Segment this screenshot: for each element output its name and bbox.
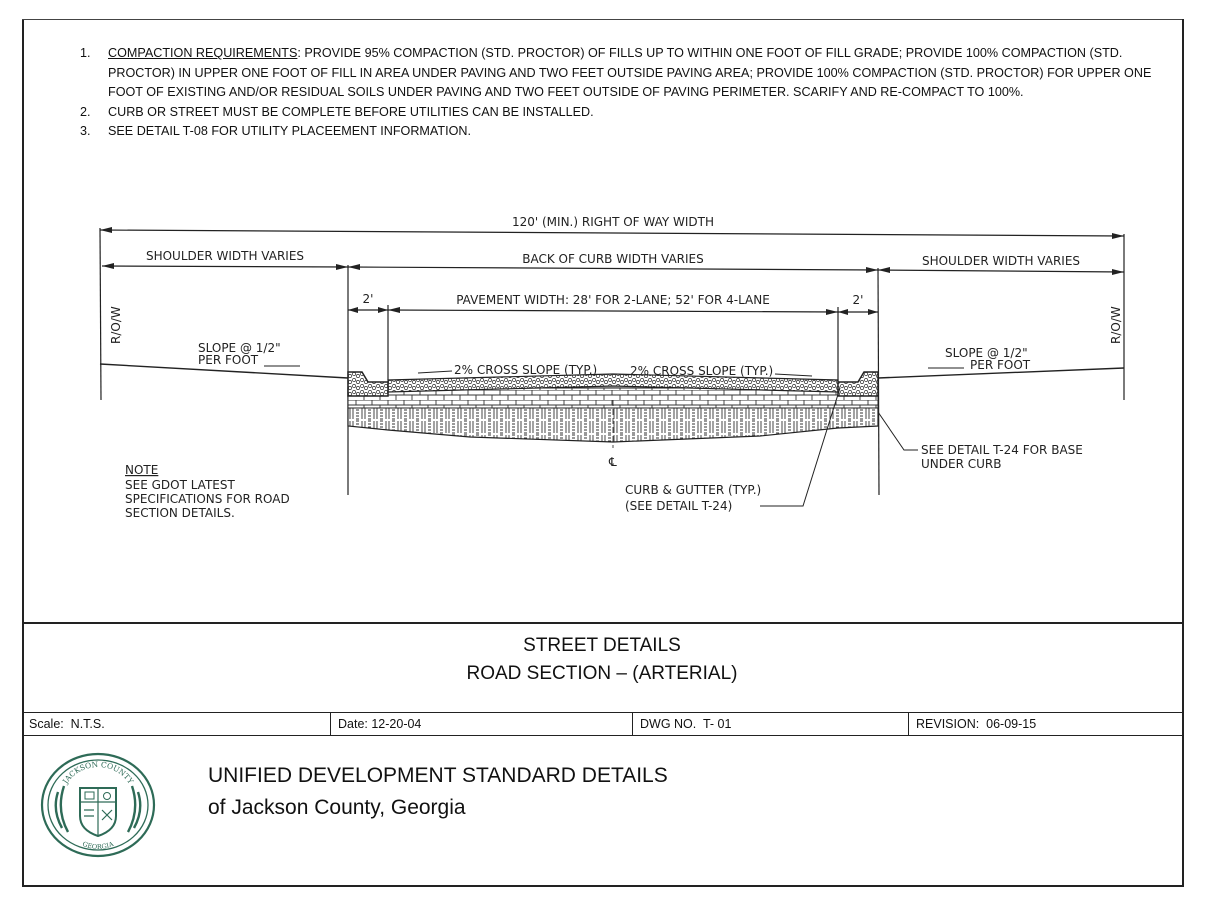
note-number: 2. xyxy=(80,104,91,119)
shoulder-right-label: SHOULDER WIDTH VARIES xyxy=(921,254,1081,268)
seal-emblem xyxy=(85,792,94,799)
note-text: : PROVIDE 95% COMPACTION (STD. PROCTOR) OF FILLS UP TO WITHIN ONE FOOT OF FILL GRADE; PROVIDE 100% COMPACTION (STD. PROCTOR) IN UPPER ONE FOOT OF FILL IN AREA UNDER PAVING AND TWO FEET OUTSIDE PAVING AREA; PROVIDE 100% COMPACTION (STD. PROCTOR) FOR UPPER ONE FOOT OF EXISTING AND/OR RESIDUAL SOILS UNDER PAVING AND TWO FEET OUTSIDE OF PAVING PERIMETER. SCARIFY AND RE-COMPACT TO 100%. xyxy=(108,46,1152,99)
slope-right-label-1: SLOPE @ 1/2" xyxy=(945,346,1028,360)
drawing-labels xyxy=(109,215,1123,520)
back-of-curb-dimension-line xyxy=(348,267,878,270)
organization-title: UNIFIED DEVELOPMENT STANDARD DETAILS xyxy=(208,764,668,787)
base-detail-leader xyxy=(878,412,918,450)
note-text: SEE DETAIL T-08 FOR UTILITY PLACEEMENT INFORMATION. xyxy=(108,124,471,138)
arrowhead xyxy=(348,307,358,313)
arrowhead xyxy=(866,267,878,273)
base-detail-label-1: SEE DETAIL T-24 FOR BASE xyxy=(921,443,1083,457)
slope-right-label-2: PER FOOT xyxy=(970,358,1031,372)
arrowhead xyxy=(378,307,388,313)
row-dimension-line xyxy=(100,230,1124,236)
shoulder-left-dimension-line xyxy=(102,266,348,267)
row-width-label: 120' (MIN.) RIGHT OF WAY WIDTH xyxy=(511,215,715,229)
drawing-note-heading: NOTE xyxy=(125,463,159,477)
curb-left xyxy=(348,372,388,396)
drawing-title: STREET DETAILS xyxy=(523,635,681,656)
note-text: CURB OR STREET MUST BE COMPLETE BEFORE UTILITIES CAN BE INSTALLED. xyxy=(108,104,594,119)
seal-top-text: JACKSON COUNTY xyxy=(60,759,136,786)
dwg-number-cell: DWG NO. T- 01 xyxy=(633,713,909,735)
row-left-extension xyxy=(100,228,101,400)
gutter-left-label: 2' xyxy=(362,292,374,306)
date-cell: Date: 12-20-04 xyxy=(331,713,633,735)
arrowhead xyxy=(878,267,890,273)
sheet-top-rule xyxy=(22,19,1182,20)
note-1 xyxy=(80,44,1175,103)
base-detail-label-2: UNDER CURB xyxy=(921,457,1002,471)
cross-slope-left-label: 2% CROSS SLOPE (TYP.) xyxy=(454,363,598,377)
arrowhead xyxy=(348,264,360,270)
seal-bottom-text: GEORGIA xyxy=(81,839,115,852)
note-lead: COMPACTION REQUIREMENTS xyxy=(108,46,298,60)
drawing-note-line: SECTION DETAILS. xyxy=(125,506,235,520)
curb-right xyxy=(838,372,878,396)
jackson-county-seal xyxy=(40,752,156,858)
gutter-right-label: 2' xyxy=(852,293,864,307)
slope-left-label-2: PER FOOT xyxy=(198,353,259,367)
back-of-curb-label: BACK OF CURB WIDTH VARIES xyxy=(522,252,704,266)
slope-left-label-1: SLOPE @ 1/2" xyxy=(198,341,281,355)
note-number: 1. xyxy=(80,46,91,60)
arrowhead xyxy=(826,309,838,315)
scale-cell: Scale: N.T.S. xyxy=(22,713,331,735)
drawing-note-line: SEE GDOT LATEST xyxy=(125,478,235,492)
arrowhead xyxy=(102,263,114,269)
note-3 xyxy=(80,122,1175,142)
drawing-note-line: SPECIFICATIONS FOR ROAD xyxy=(125,492,290,506)
arrowhead xyxy=(100,227,112,233)
arrowhead xyxy=(1112,233,1124,239)
curb-gutter-label-2: (SEE DETAIL T-24) xyxy=(625,499,733,513)
centerline-symbol: ℄ xyxy=(609,455,617,469)
organization-subtitle: of Jackson County, Georgia xyxy=(208,796,466,819)
pavement-dimension-line xyxy=(388,310,838,312)
curb-gutter-label-1: CURB & GUTTER (TYP.) xyxy=(625,483,762,497)
row-left-label: R/O/W xyxy=(109,306,123,344)
arrowhead xyxy=(838,309,848,315)
road-section-drawing xyxy=(40,180,1150,560)
arrowhead xyxy=(868,309,878,315)
general-notes xyxy=(80,44,1175,142)
cross-slope-right-leader xyxy=(775,374,812,376)
arrowhead xyxy=(388,307,400,313)
cross-slope-left-leader xyxy=(418,371,452,373)
seal-emblem xyxy=(104,793,111,800)
seal-graphic xyxy=(42,754,154,856)
row-right-label: R/O/W xyxy=(1109,306,1123,344)
drawing-subtitle: ROAD SECTION – (ARTERIAL) xyxy=(466,663,738,684)
revision-cell: REVISION: 06-09-15 xyxy=(916,717,1037,731)
road-cross-section xyxy=(100,364,1124,448)
cross-slope-right-label: 2% CROSS SLOPE (TYP.) xyxy=(630,364,774,378)
arrowhead xyxy=(1112,269,1124,275)
note-2 xyxy=(80,103,1175,123)
title-block xyxy=(22,622,1182,716)
drawing-info-row xyxy=(22,712,1182,736)
arrowhead xyxy=(336,264,348,270)
pavement-width-label: PAVEMENT WIDTH: 28' FOR 2-LANE; 52' FOR 4-LANE xyxy=(456,293,770,307)
note-number: 3. xyxy=(80,124,91,138)
shoulder-left-label: SHOULDER WIDTH VARIES xyxy=(145,249,305,263)
shoulder-right-dimension-line xyxy=(878,270,1124,272)
